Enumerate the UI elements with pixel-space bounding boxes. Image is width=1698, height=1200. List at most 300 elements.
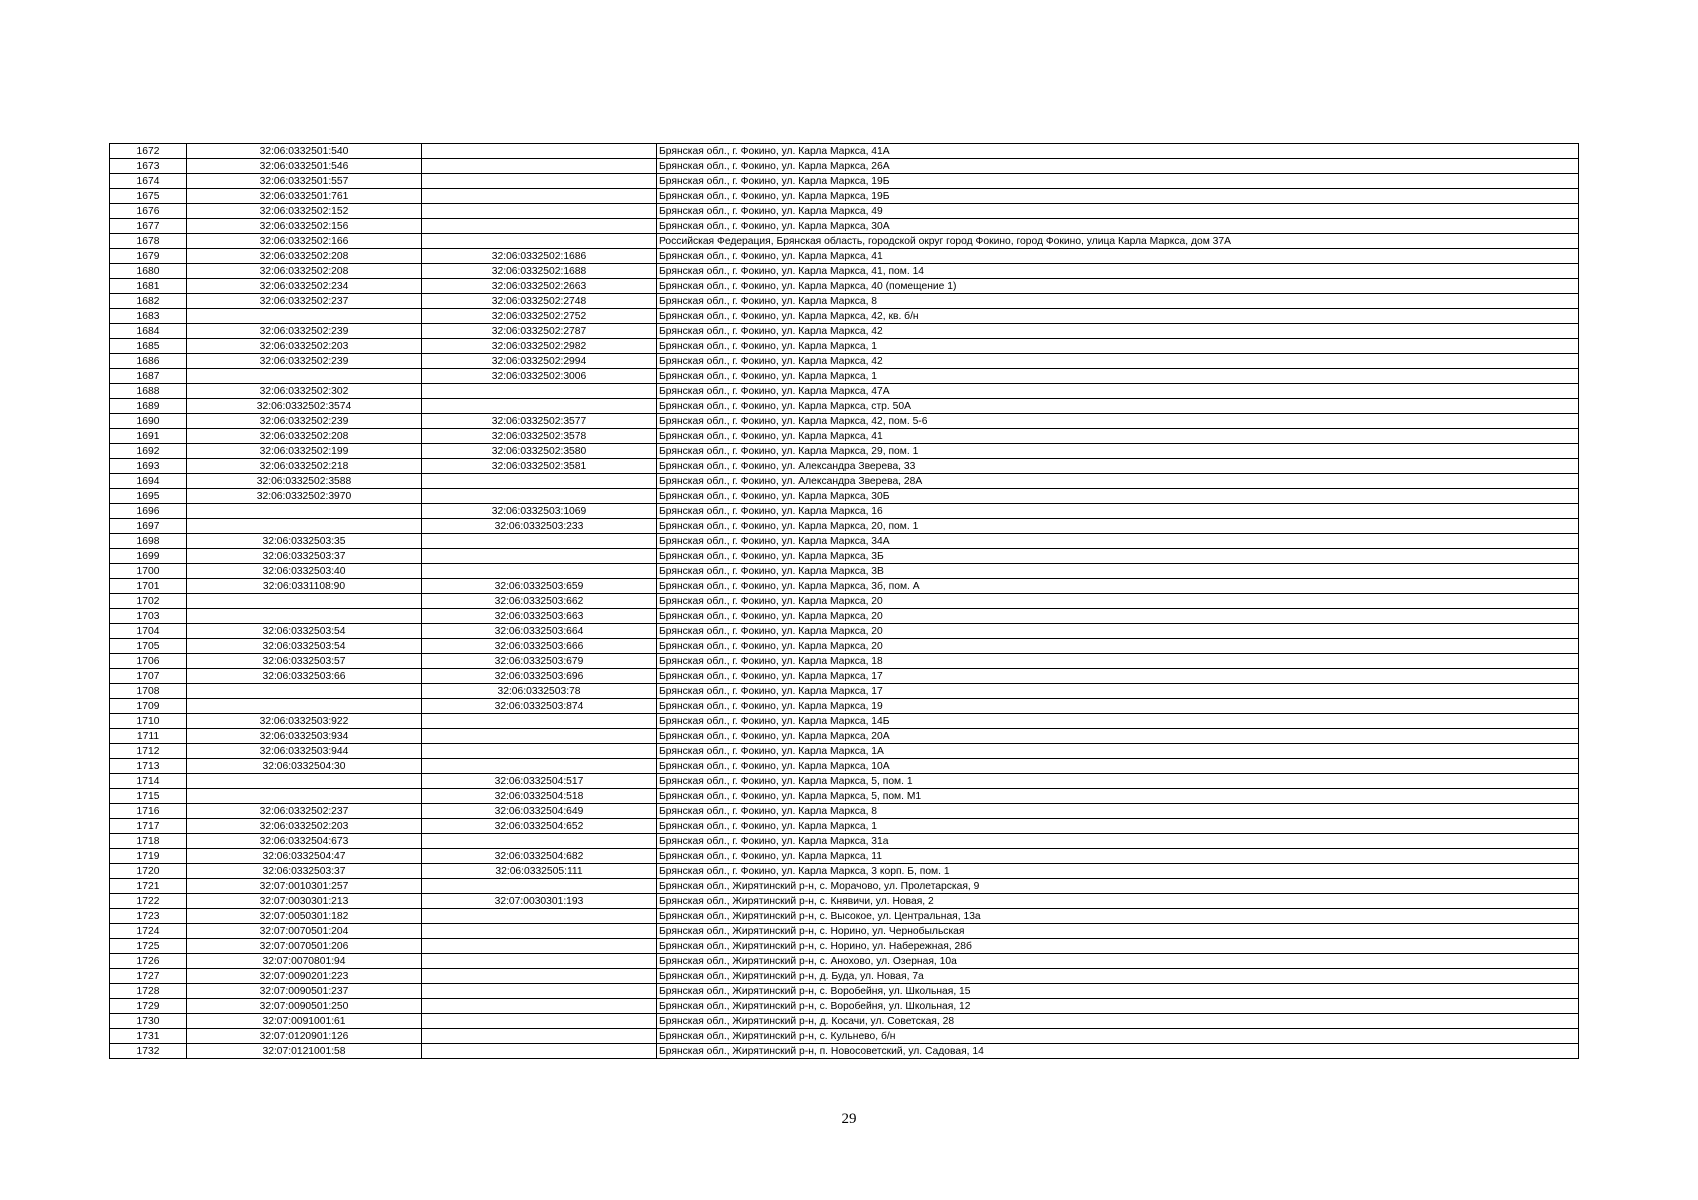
object-cadastral-number-cell (422, 174, 657, 189)
object-cadastral-number-cell (422, 159, 657, 174)
row-number-cell: 1688 (110, 384, 187, 399)
land-cadastral-number-cell: 32:07:0121001:58 (187, 1044, 422, 1059)
row-number-cell: 1683 (110, 309, 187, 324)
table-row (110, 819, 1579, 834)
table-row (110, 1044, 1579, 1059)
land-cadastral-number-cell: 32:06:0332504:673 (187, 834, 422, 849)
row-number-cell: 1692 (110, 444, 187, 459)
land-cadastral-number-cell: 32:06:0332503:37 (187, 549, 422, 564)
object-cadastral-number-cell (422, 219, 657, 234)
land-cadastral-number-cell: 32:06:0332504:47 (187, 849, 422, 864)
object-cadastral-number-cell (422, 744, 657, 759)
table-row (110, 204, 1579, 219)
land-cadastral-number-cell: 32:06:0332503:66 (187, 669, 422, 684)
row-number-cell: 1713 (110, 759, 187, 774)
object-cadastral-number-cell (422, 384, 657, 399)
address-cell: Брянская обл., г. Фокино, ул. Карла Маркса, 19Б (657, 174, 1579, 189)
row-number-cell: 1700 (110, 564, 187, 579)
object-cadastral-number-cell: 32:06:0332502:2787 (422, 324, 657, 339)
table-row (110, 294, 1579, 309)
object-cadastral-number-cell: 32:06:0332502:3577 (422, 414, 657, 429)
row-number-cell: 1711 (110, 729, 187, 744)
address-cell: Брянская обл., г. Фокино, ул. Карла Маркса, 31а (657, 834, 1579, 849)
object-cadastral-number-cell (422, 1044, 657, 1059)
row-number-cell: 1693 (110, 459, 187, 474)
table-row (110, 444, 1579, 459)
address-cell: Брянская обл., г. Фокино, ул. Карла Маркса, 17 (657, 669, 1579, 684)
table-row (110, 504, 1579, 519)
table-row (110, 999, 1579, 1014)
row-number-cell: 1726 (110, 954, 187, 969)
address-cell: Брянская обл., г. Фокино, ул. Карла Маркса, 18 (657, 654, 1579, 669)
address-cell: Брянская обл., Жирятинский р-н, с. Морачово, ул. Пролетарская, 9 (657, 879, 1579, 894)
table-row (110, 1014, 1579, 1029)
row-number-cell: 1672 (110, 144, 187, 159)
table-row (110, 354, 1579, 369)
address-cell: Брянская обл., г. Фокино, ул. Александра Зверева, 28А (657, 474, 1579, 489)
address-cell: Брянская обл., г. Фокино, ул. Карла Маркса, 42 (657, 354, 1579, 369)
row-number-cell: 1705 (110, 639, 187, 654)
land-cadastral-number-cell: 32:06:0332503:944 (187, 744, 422, 759)
land-cadastral-number-cell: 32:06:0332502:239 (187, 354, 422, 369)
table-row (110, 414, 1579, 429)
row-number-cell: 1708 (110, 684, 187, 699)
address-cell: Брянская обл., г. Фокино, ул. Карла Маркса, 17 (657, 684, 1579, 699)
land-cadastral-number-cell: 32:06:0332503:934 (187, 729, 422, 744)
object-cadastral-number-cell: 32:06:0332502:2752 (422, 309, 657, 324)
table-row (110, 684, 1579, 699)
address-cell: Брянская обл., г. Фокино, ул. Карла Маркса, 41, пом. 14 (657, 264, 1579, 279)
object-cadastral-number-cell (422, 144, 657, 159)
table-row (110, 189, 1579, 204)
table-row (110, 954, 1579, 969)
address-cell: Брянская обл., Жирятинский р-н, п. Новосоветский, ул. Садовая, 14 (657, 1044, 1579, 1059)
object-cadastral-number-cell: 32:06:0332503:679 (422, 654, 657, 669)
row-number-cell: 1701 (110, 579, 187, 594)
land-cadastral-number-cell: 32:06:0332501:540 (187, 144, 422, 159)
land-cadastral-number-cell: 32:07:0070801:94 (187, 954, 422, 969)
table-row (110, 774, 1579, 789)
land-cadastral-number-cell (187, 609, 422, 624)
object-cadastral-number-cell (422, 969, 657, 984)
object-cadastral-number-cell: 32:06:0332504:649 (422, 804, 657, 819)
address-cell: Брянская обл., г. Фокино, ул. Карла Маркса, 8 (657, 294, 1579, 309)
object-cadastral-number-cell: 32:06:0332503:666 (422, 639, 657, 654)
address-cell: Брянская обл., г. Фокино, ул. Карла Маркса, 19Б (657, 189, 1579, 204)
object-cadastral-number-cell (422, 474, 657, 489)
address-cell: Брянская обл., г. Фокино, ул. Карла Маркса, 5, пом. М1 (657, 789, 1579, 804)
address-cell: Брянская обл., г. Фокино, ул. Карла Маркса, 3б, пом. А (657, 579, 1579, 594)
row-number-cell: 1675 (110, 189, 187, 204)
object-cadastral-number-cell: 32:06:0332504:518 (422, 789, 657, 804)
address-cell: Брянская обл., г. Фокино, ул. Карла Маркса, 1 (657, 819, 1579, 834)
table-row (110, 624, 1579, 639)
land-cadastral-number-cell (187, 774, 422, 789)
address-cell: Брянская обл., Жирятинский р-н, с. Анохово, ул. Озерная, 10а (657, 954, 1579, 969)
land-cadastral-number-cell: 32:06:0332502:208 (187, 429, 422, 444)
object-cadastral-number-cell: 32:06:0332503:663 (422, 609, 657, 624)
row-number-cell: 1684 (110, 324, 187, 339)
land-cadastral-number-cell: 32:06:0332503:57 (187, 654, 422, 669)
land-cadastral-number-cell: 32:07:0070501:206 (187, 939, 422, 954)
land-cadastral-number-cell: 32:06:0332502:239 (187, 324, 422, 339)
address-cell: Брянская обл., г. Фокино, ул. Карла Маркса, 1А (657, 744, 1579, 759)
object-cadastral-number-cell: 32:06:0332505:111 (422, 864, 657, 879)
address-cell: Брянская обл., г. Фокино, ул. Карла Маркса, 5, пом. 1 (657, 774, 1579, 789)
table-row (110, 489, 1579, 504)
row-number-cell: 1709 (110, 699, 187, 714)
address-cell: Брянская обл., г. Фокино, ул. Карла Маркса, 3 корп. Б, пом. 1 (657, 864, 1579, 879)
land-cadastral-number-cell: 32:06:0332501:557 (187, 174, 422, 189)
address-cell: Брянская обл., г. Фокино, ул. Карла Маркса, 34А (657, 534, 1579, 549)
land-cadastral-number-cell: 32:06:0332502:234 (187, 279, 422, 294)
land-cadastral-number-cell (187, 504, 422, 519)
table-row (110, 429, 1579, 444)
land-cadastral-number-cell: 32:06:0332503:35 (187, 534, 422, 549)
land-cadastral-number-cell: 32:06:0332502:3588 (187, 474, 422, 489)
row-number-cell: 1718 (110, 834, 187, 849)
address-cell: Брянская обл., г. Фокино, ул. Карла Маркса, 20А (657, 729, 1579, 744)
table-row (110, 834, 1579, 849)
land-cadastral-number-cell: 32:06:0332502:237 (187, 804, 422, 819)
row-number-cell: 1730 (110, 1014, 187, 1029)
object-cadastral-number-cell: 32:06:0332503:874 (422, 699, 657, 714)
row-number-cell: 1710 (110, 714, 187, 729)
object-cadastral-number-cell (422, 234, 657, 249)
address-cell: Брянская обл., г. Фокино, ул. Александра Зверева, 33 (657, 459, 1579, 474)
address-cell: Брянская обл., г. Фокино, ул. Карла Маркса, 20, пом. 1 (657, 519, 1579, 534)
row-number-cell: 1732 (110, 1044, 187, 1059)
object-cadastral-number-cell: 32:06:0332502:3578 (422, 429, 657, 444)
table-row (110, 729, 1579, 744)
land-cadastral-number-cell: 32:06:0332502:302 (187, 384, 422, 399)
row-number-cell: 1681 (110, 279, 187, 294)
land-cadastral-number-cell: 32:06:0332502:208 (187, 264, 422, 279)
land-cadastral-number-cell: 32:07:0090501:250 (187, 999, 422, 1014)
address-cell: Брянская обл., г. Фокино, ул. Карла Маркса, 14Б (657, 714, 1579, 729)
row-number-cell: 1697 (110, 519, 187, 534)
row-number-cell: 1719 (110, 849, 187, 864)
row-number-cell: 1714 (110, 774, 187, 789)
land-cadastral-number-cell: 32:06:0332501:761 (187, 189, 422, 204)
land-cadastral-number-cell (187, 519, 422, 534)
row-number-cell: 1704 (110, 624, 187, 639)
object-cadastral-number-cell (422, 564, 657, 579)
row-number-cell: 1715 (110, 789, 187, 804)
land-cadastral-number-cell: 32:06:0332503:37 (187, 864, 422, 879)
table-row (110, 534, 1579, 549)
land-cadastral-number-cell (187, 699, 422, 714)
table-row (110, 924, 1579, 939)
object-cadastral-number-cell: 32:06:0332502:2663 (422, 279, 657, 294)
land-cadastral-number-cell: 32:07:0091001:61 (187, 1014, 422, 1029)
registry-table-body (110, 144, 1579, 1059)
land-cadastral-number-cell: 32:07:0090501:237 (187, 984, 422, 999)
object-cadastral-number-cell (422, 1014, 657, 1029)
land-cadastral-number-cell: 32:07:0090201:223 (187, 969, 422, 984)
table-row (110, 549, 1579, 564)
table-row (110, 174, 1579, 189)
object-cadastral-number-cell: 32:06:0332502:2982 (422, 339, 657, 354)
object-cadastral-number-cell (422, 984, 657, 999)
address-cell: Брянская обл., г. Фокино, ул. Карла Маркса, 1 (657, 339, 1579, 354)
table-row (110, 879, 1579, 894)
land-cadastral-number-cell: 32:06:0332502:239 (187, 414, 422, 429)
table-row (110, 369, 1579, 384)
row-number-cell: 1725 (110, 939, 187, 954)
table-row (110, 909, 1579, 924)
address-cell: Брянская обл., г. Фокино, ул. Карла Маркса, 30Б (657, 489, 1579, 504)
row-number-cell: 1674 (110, 174, 187, 189)
table-row (110, 579, 1579, 594)
object-cadastral-number-cell (422, 729, 657, 744)
table-row (110, 984, 1579, 999)
address-cell: Брянская обл., г. Фокино, ул. Карла Маркса, 41 (657, 249, 1579, 264)
table-row (110, 759, 1579, 774)
table-row (110, 804, 1579, 819)
row-number-cell: 1687 (110, 369, 187, 384)
table-row (110, 864, 1579, 879)
object-cadastral-number-cell (422, 489, 657, 504)
object-cadastral-number-cell: 32:06:0332502:2994 (422, 354, 657, 369)
land-cadastral-number-cell: 32:06:0332502:3574 (187, 399, 422, 414)
table-row (110, 609, 1579, 624)
table-row (110, 234, 1579, 249)
address-cell: Брянская обл., г. Фокино, ул. Карла Маркса, 49 (657, 204, 1579, 219)
object-cadastral-number-cell: 32:06:0332502:3581 (422, 459, 657, 474)
address-cell: Брянская обл., г. Фокино, ул. Карла Маркса, 42 (657, 324, 1579, 339)
table-row (110, 849, 1579, 864)
row-number-cell: 1682 (110, 294, 187, 309)
row-number-cell: 1720 (110, 864, 187, 879)
address-cell: Брянская обл., г. Фокино, ул. Карла Маркса, 10А (657, 759, 1579, 774)
object-cadastral-number-cell (422, 924, 657, 939)
object-cadastral-number-cell: 32:06:0332503:696 (422, 669, 657, 684)
object-cadastral-number-cell: 32:06:0332504:652 (422, 819, 657, 834)
land-cadastral-number-cell: 32:07:0030301:213 (187, 894, 422, 909)
row-number-cell: 1724 (110, 924, 187, 939)
row-number-cell: 1673 (110, 159, 187, 174)
row-number-cell: 1721 (110, 879, 187, 894)
address-cell: Брянская обл., г. Фокино, ул. Карла Маркса, 3Б (657, 549, 1579, 564)
row-number-cell: 1686 (110, 354, 187, 369)
land-cadastral-number-cell: 32:06:0332502:152 (187, 204, 422, 219)
table-row (110, 519, 1579, 534)
row-number-cell: 1677 (110, 219, 187, 234)
table-row (110, 279, 1579, 294)
address-cell: Брянская обл., г. Фокино, ул. Карла Маркса, 19 (657, 699, 1579, 714)
address-cell: Брянская обл., г. Фокино, ул. Карла Маркса, 42, пом. 5-6 (657, 414, 1579, 429)
table-row (110, 654, 1579, 669)
object-cadastral-number-cell: 32:06:0332502:1686 (422, 249, 657, 264)
row-number-cell: 1679 (110, 249, 187, 264)
object-cadastral-number-cell (422, 834, 657, 849)
land-cadastral-number-cell: 32:06:0332503:40 (187, 564, 422, 579)
object-cadastral-number-cell (422, 999, 657, 1014)
table-row (110, 594, 1579, 609)
table-row (110, 789, 1579, 804)
row-number-cell: 1680 (110, 264, 187, 279)
object-cadastral-number-cell (422, 954, 657, 969)
land-cadastral-number-cell (187, 789, 422, 804)
object-cadastral-number-cell: 32:06:0332503:78 (422, 684, 657, 699)
object-cadastral-number-cell (422, 189, 657, 204)
land-cadastral-number-cell: 32:06:0332502:166 (187, 234, 422, 249)
row-number-cell: 1695 (110, 489, 187, 504)
address-cell: Брянская обл., г. Фокино, ул. Карла Маркса, 11 (657, 849, 1579, 864)
row-number-cell: 1691 (110, 429, 187, 444)
object-cadastral-number-cell (422, 399, 657, 414)
address-cell: Брянская обл., Жирятинский р-н, с. Воробейня, ул. Школьная, 15 (657, 984, 1579, 999)
table-row (110, 309, 1579, 324)
land-cadastral-number-cell: 32:07:0050301:182 (187, 909, 422, 924)
address-cell: Брянская обл., г. Фокино, ул. Карла Маркса, 20 (657, 624, 1579, 639)
object-cadastral-number-cell: 32:06:0332503:1069 (422, 504, 657, 519)
land-cadastral-number-cell: 32:06:0331108:90 (187, 579, 422, 594)
address-cell: Брянская обл., г. Фокино, ул. Карла Маркса, 41 (657, 429, 1579, 444)
land-cadastral-number-cell: 32:06:0332501:546 (187, 159, 422, 174)
address-cell: Брянская обл., г. Фокино, ул. Карла Маркса, 42, кв. б/н (657, 309, 1579, 324)
object-cadastral-number-cell: 32:06:0332502:3580 (422, 444, 657, 459)
land-cadastral-number-cell: 32:06:0332502:203 (187, 339, 422, 354)
row-number-cell: 1717 (110, 819, 187, 834)
object-cadastral-number-cell: 32:06:0332502:1688 (422, 264, 657, 279)
land-cadastral-number-cell: 32:07:0010301:257 (187, 879, 422, 894)
land-cadastral-number-cell: 32:06:0332502:218 (187, 459, 422, 474)
row-number-cell: 1698 (110, 534, 187, 549)
row-number-cell: 1728 (110, 984, 187, 999)
address-cell: Брянская обл., г. Фокино, ул. Карла Маркса, 29, пом. 1 (657, 444, 1579, 459)
object-cadastral-number-cell: 32:06:0332504:517 (422, 774, 657, 789)
address-cell: Брянская обл., г. Фокино, ул. Карла Маркса, 3В (657, 564, 1579, 579)
land-cadastral-number-cell: 32:06:0332503:54 (187, 624, 422, 639)
land-cadastral-number-cell (187, 369, 422, 384)
table-row (110, 249, 1579, 264)
address-cell: Брянская обл., Жирятинский р-н, д. Буда, ул. Новая, 7а (657, 969, 1579, 984)
land-cadastral-number-cell: 32:06:0332502:208 (187, 249, 422, 264)
address-cell: Брянская обл., Жирятинский р-н, с. Норино, ул. Чернобыльская (657, 924, 1579, 939)
row-number-cell: 1685 (110, 339, 187, 354)
table-row (110, 714, 1579, 729)
row-number-cell: 1729 (110, 999, 187, 1014)
table-row (110, 264, 1579, 279)
object-cadastral-number-cell: 32:06:0332503:662 (422, 594, 657, 609)
table-row (110, 1029, 1579, 1044)
table-row (110, 399, 1579, 414)
table-row (110, 969, 1579, 984)
row-number-cell: 1696 (110, 504, 187, 519)
address-cell: Российская Федерация, Брянская область, городской округ город Фокино, город Фокино, улица Карла Маркса, дом 37А (657, 234, 1579, 249)
address-cell: Брянская обл., г. Фокино, ул. Карла Маркса, 47А (657, 384, 1579, 399)
address-cell: Брянская обл., г. Фокино, ул. Карла Маркса, 41А (657, 144, 1579, 159)
row-number-cell: 1694 (110, 474, 187, 489)
address-cell: Брянская обл., Жирятинский р-н, с. Княвичи, ул. Новая, 2 (657, 894, 1579, 909)
row-number-cell: 1712 (110, 744, 187, 759)
object-cadastral-number-cell: 32:07:0030301:193 (422, 894, 657, 909)
row-number-cell: 1723 (110, 909, 187, 924)
address-cell: Брянская обл., г. Фокино, ул. Карла Маркса, 40 (помещение 1) (657, 279, 1579, 294)
table-row (110, 159, 1579, 174)
address-cell: Брянская обл., г. Фокино, ул. Карла Маркса, 16 (657, 504, 1579, 519)
table-row (110, 699, 1579, 714)
row-number-cell: 1678 (110, 234, 187, 249)
row-number-cell: 1702 (110, 594, 187, 609)
land-cadastral-number-cell: 32:06:0332502:3970 (187, 489, 422, 504)
address-cell: Брянская обл., Жирятинский р-н, с. Воробейня, ул. Школьная, 12 (657, 999, 1579, 1014)
table-row (110, 564, 1579, 579)
row-number-cell: 1722 (110, 894, 187, 909)
table-row (110, 219, 1579, 234)
table-row (110, 474, 1579, 489)
page-number: 29 (841, 1111, 857, 1127)
registry-table (109, 143, 1579, 1059)
table-row (110, 669, 1579, 684)
land-cadastral-number-cell: 32:07:0070501:204 (187, 924, 422, 939)
address-cell: Брянская обл., Жирятинский р-н, д. Косачи, ул. Советская, 28 (657, 1014, 1579, 1029)
address-cell: Брянская обл., г. Фокино, ул. Карла Маркса, 8 (657, 804, 1579, 819)
land-cadastral-number-cell: 32:06:0332503:54 (187, 639, 422, 654)
table-row (110, 144, 1579, 159)
address-cell: Брянская обл., г. Фокино, ул. Карла Маркса, стр. 50А (657, 399, 1579, 414)
address-cell: Брянская обл., г. Фокино, ул. Карла Маркса, 20 (657, 594, 1579, 609)
land-cadastral-number-cell: 32:06:0332503:922 (187, 714, 422, 729)
address-cell: Брянская обл., г. Фокино, ул. Карла Маркса, 26А (657, 159, 1579, 174)
object-cadastral-number-cell (422, 939, 657, 954)
address-cell: Брянская обл., г. Фокино, ул. Карла Маркса, 30А (657, 219, 1579, 234)
object-cadastral-number-cell (422, 714, 657, 729)
row-number-cell: 1690 (110, 414, 187, 429)
object-cadastral-number-cell (422, 879, 657, 894)
land-cadastral-number-cell (187, 594, 422, 609)
row-number-cell: 1703 (110, 609, 187, 624)
address-cell: Брянская обл., г. Фокино, ул. Карла Маркса, 1 (657, 369, 1579, 384)
land-cadastral-number-cell: 32:06:0332502:237 (187, 294, 422, 309)
address-cell: Брянская обл., г. Фокино, ул. Карла Маркса, 20 (657, 639, 1579, 654)
row-number-cell: 1676 (110, 204, 187, 219)
table-row (110, 744, 1579, 759)
row-number-cell: 1716 (110, 804, 187, 819)
object-cadastral-number-cell: 32:06:0332503:233 (422, 519, 657, 534)
row-number-cell: 1731 (110, 1029, 187, 1044)
object-cadastral-number-cell (422, 534, 657, 549)
address-cell: Брянская обл., Жирятинский р-н, с. Высокое, ул. Центральная, 13а (657, 909, 1579, 924)
object-cadastral-number-cell: 32:06:0332503:664 (422, 624, 657, 639)
land-cadastral-number-cell (187, 309, 422, 324)
address-cell: Брянская обл., Жирятинский р-н, с. Норино, ул. Набережная, 28б (657, 939, 1579, 954)
table-row (110, 639, 1579, 654)
object-cadastral-number-cell (422, 1029, 657, 1044)
table-row (110, 894, 1579, 909)
table-row (110, 324, 1579, 339)
address-cell: Брянская обл., г. Фокино, ул. Карла Маркса, 20 (657, 609, 1579, 624)
table-row (110, 384, 1579, 399)
land-cadastral-number-cell (187, 684, 422, 699)
row-number-cell: 1699 (110, 549, 187, 564)
table-row (110, 339, 1579, 354)
land-cadastral-number-cell: 32:06:0332502:156 (187, 219, 422, 234)
land-cadastral-number-cell: 32:06:0332504:30 (187, 759, 422, 774)
object-cadastral-number-cell (422, 909, 657, 924)
table-row (110, 939, 1579, 954)
object-cadastral-number-cell: 32:06:0332502:2748 (422, 294, 657, 309)
object-cadastral-number-cell (422, 549, 657, 564)
address-cell: Брянская обл., Жирятинский р-н, с. Кульнево, б/н (657, 1029, 1579, 1044)
table-row (110, 459, 1579, 474)
land-cadastral-number-cell: 32:06:0332502:203 (187, 819, 422, 834)
object-cadastral-number-cell: 32:06:0332503:659 (422, 579, 657, 594)
row-number-cell: 1689 (110, 399, 187, 414)
object-cadastral-number-cell: 32:06:0332502:3006 (422, 369, 657, 384)
